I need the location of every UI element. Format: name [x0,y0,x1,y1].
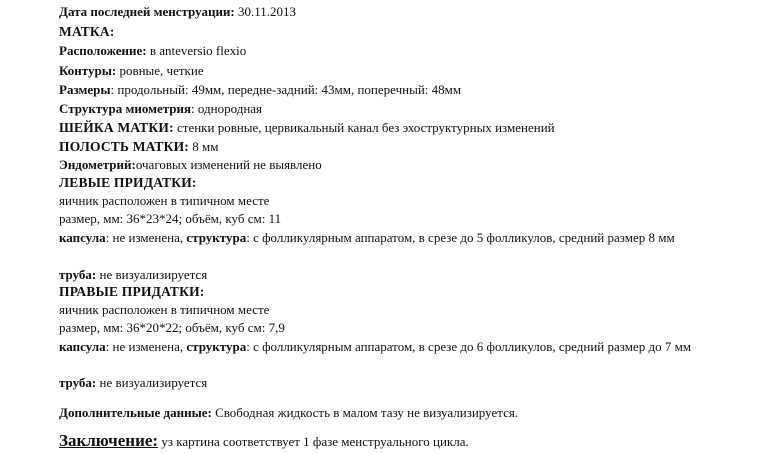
left-tube-label: труба: [59,267,97,282]
lmp-label: Дата последней менструации: [59,4,235,19]
right-ovary-size [59,320,746,336]
cavity-value: 8 мм [192,139,219,154]
cervix-label: ШЕЙКА МАТКИ: [59,120,174,135]
left-capsule-value: : не изменена, [105,230,187,245]
lmp-value: 30.11.2013 [238,4,297,19]
uterus-heading [59,24,746,40]
uterus-size-line [59,82,746,98]
left-ovary-location [59,193,746,209]
left-ovary-size-text: размер, мм: 36*23*24; объём, куб см: 11 [59,211,282,226]
right-ovary-location-text: яичник расположен в типичном месте [59,302,270,317]
uterus-size-value: : продольный: 49мм, передне-задний: 43мм, поперечный: 48мм [110,82,462,97]
left-adnexa-heading-text: ЛЕВЫЕ ПРИДАТКИ: [59,175,197,190]
uterus-contours-line [59,63,746,79]
left-tube-value: не визуализируется [99,267,208,282]
cervix-line [59,120,746,136]
endometrium-line [59,157,746,173]
uterus-position-line [59,43,746,59]
conclusion-label: Заключение: [59,431,159,450]
right-adnexa-heading-text: ПРАВЫЕ ПРИДАТКИ: [59,284,205,299]
right-structure-label: структура [186,339,247,354]
cavity-line [59,139,746,155]
myometrium-value: : однородная [191,101,263,116]
right-capsule-label: капсула [59,339,106,354]
right-tube-label: труба: [59,375,97,390]
additional-data-value: Свободная жидкость в малом тазу не визуализируется. [215,405,519,420]
right-ovary-capsule [59,339,746,355]
conclusion-line [59,431,746,452]
left-structure-label: структура [186,230,247,245]
right-capsule-value: : не изменена, [105,339,187,354]
right-ovary-location [59,302,746,318]
right-tube-line [59,375,746,391]
left-structure-value: : с фолликулярным аппаратом, в срезе до 5 фолликулов, средний размер 8 мм [246,230,675,245]
uterus-contours-label: Контуры: [59,63,117,78]
left-capsule-label: капсула [59,230,106,245]
uterus-position-value: в anteversio flexio [149,43,247,58]
left-ovary-location-text: яичник расположен в типичном месте [59,193,270,208]
additional-data-line [59,405,746,421]
myometrium-line [59,101,746,117]
additional-data-label: Дополнительные данные: [59,405,212,420]
uterus-position-label: Расположение: [59,43,147,58]
left-tube-line [59,267,746,283]
left-adnexa-heading [59,175,746,191]
myometrium-label: Структура миометрия [59,101,192,116]
right-tube-value: не визуализируется [99,375,208,390]
conclusion-value: уз картина соответствует 1 фазе менструального цикла. [161,434,469,449]
endometrium-value: очаговых изменений не выявлено [135,157,322,172]
right-ovary-size-text: размер, мм: 36*20*22; объём, куб см: 7,9 [59,320,285,335]
right-adnexa-heading [59,284,746,300]
right-structure-value: : с фолликулярным аппаратом, в срезе до 6 фолликулов, средний размер до 7 мм [246,339,692,354]
endometrium-label: Эндометрий: [59,157,136,172]
cervix-value: стенки ровные, цервикальный канал без эхоструктурных изменений [177,120,555,135]
uterus-heading-text: МАТКА: [59,24,115,39]
left-ovary-size [59,211,746,227]
uterus-size-label: Размеры [59,82,111,97]
left-ovary-capsule [59,230,746,246]
cavity-label: ПОЛОСТЬ МАТКИ: [59,139,190,154]
uterus-contours-value: ровные, четкие [119,63,204,78]
lmp-line [59,4,746,20]
